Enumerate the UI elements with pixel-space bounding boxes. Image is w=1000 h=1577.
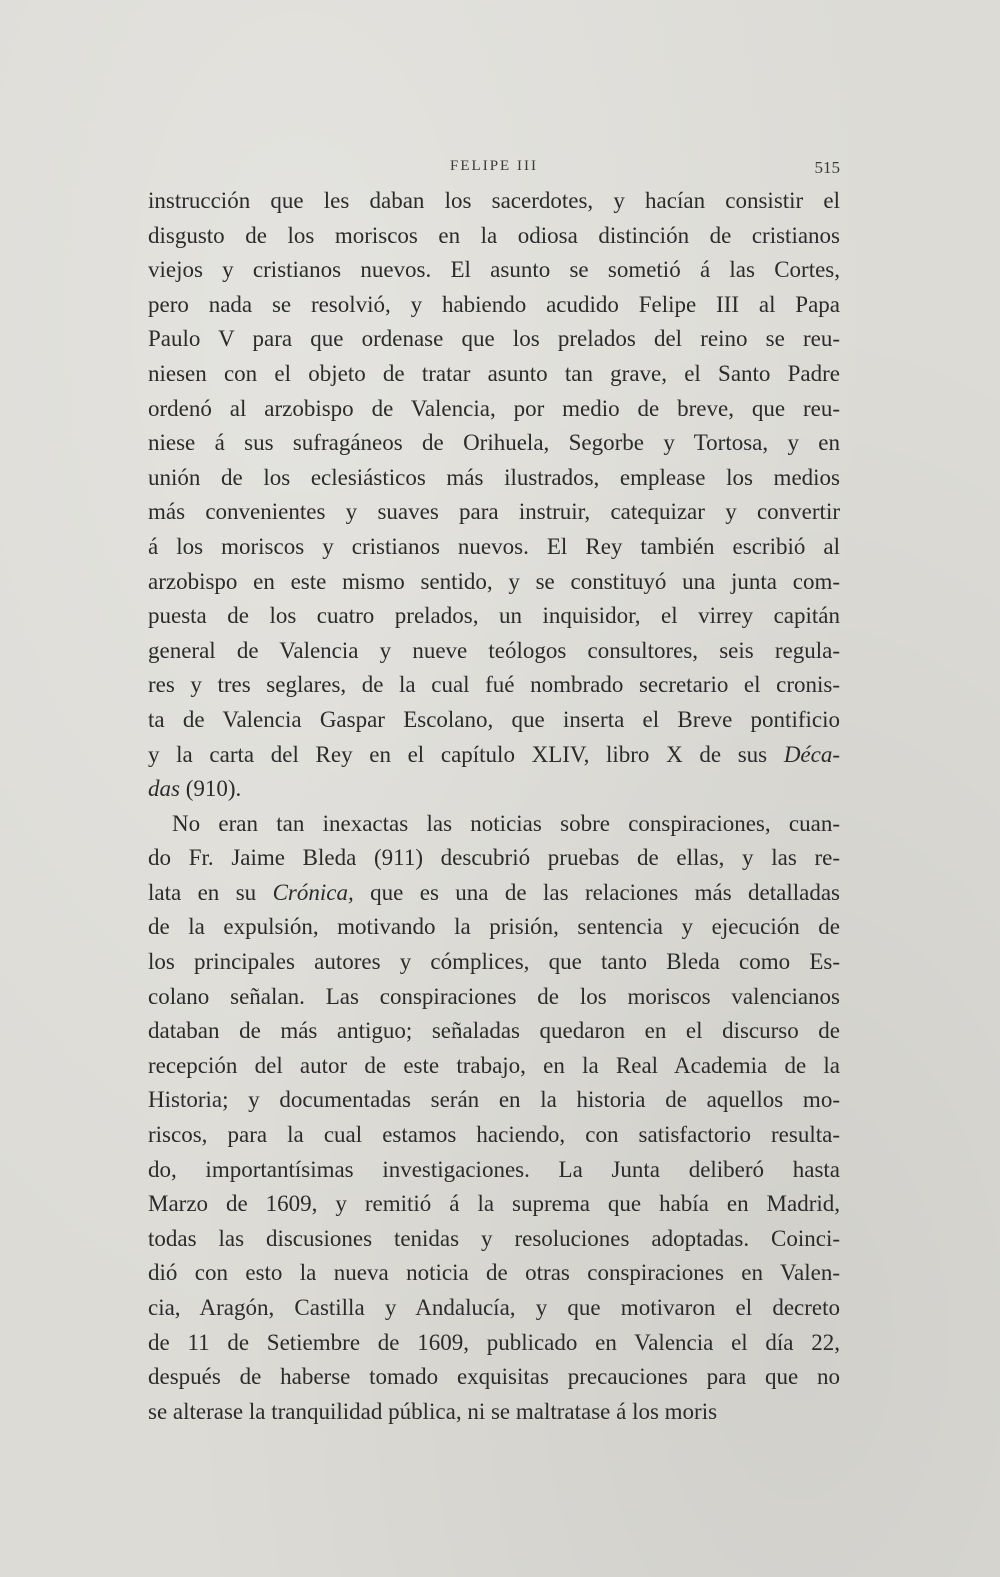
text-line: más convenientes y suaves para instruir, catequizar y convertir: [148, 499, 840, 525]
text-line: do, importantísimas investigaciones. La Junta deliberó hasta: [148, 1156, 840, 1182]
text-line: puesta de los cuatro prelados, un inquisidor, el virrey capitán: [148, 603, 840, 629]
book-title-italic: das: [148, 776, 180, 802]
text-line: niese á sus sufragáneos de Orihuela, Segorbe y Tortosa, y en: [148, 430, 840, 456]
text-line: Historia; y documentadas serán en la historia de aquellos mo-: [148, 1087, 840, 1113]
text-run: (910).: [179, 776, 242, 802]
text-line: No eran tan inexactas las noticias sobre conspiraciones, cuan-: [172, 810, 840, 836]
text-line: ordenó al arzobispo de Valencia, por medio de breve, que reu-: [148, 395, 840, 421]
text-line: colano señalan. Las conspiraciones de los moriscos valencianos: [148, 983, 840, 1009]
text-line: riscos, para la cual estamos haciendo, con satisfactorio resulta-: [148, 1122, 840, 1148]
text-line: cia, Aragón, Castilla y Andalucía, y que motivaron el decreto: [148, 1295, 840, 1320]
text-line: res y tres seglares, de la cual fué nombrado secretario el cronis-: [148, 672, 840, 698]
book-title-italic: Crónica,: [272, 879, 354, 905]
text-line: arzobispo en este mismo sentido, y se constituyó una junta com-: [148, 568, 840, 594]
page-number: 515: [814, 158, 840, 177]
text-line: pero nada se resolvió, y habiendo acudido Felipe III al Papa: [148, 291, 840, 317]
text-line: [148, 772, 840, 807]
text-line: se alterase la tranquilidad pública, ni se maltratase á los moris: [148, 1398, 718, 1424]
text-run: lata en su: [148, 879, 273, 905]
running-head: [148, 154, 840, 180]
text-line: los principales autores y cómplices, que tanto Bleda como Es-: [148, 949, 840, 975]
body-text: [148, 184, 840, 1429]
text-line: databan de más antiguo; señaladas quedaron en el discurso de: [148, 1018, 840, 1044]
text-line: Marzo de 1609, y remitió á la suprema que había en Madrid,: [148, 1191, 840, 1217]
text-line: [148, 738, 840, 773]
text-line: viejos y cristianos nuevos. El asunto se sometió á las Cortes,: [148, 257, 840, 283]
text-line: general de Valencia y nueve teólogos consultores, seis regula-: [148, 637, 840, 663]
text-line: [148, 876, 840, 911]
text-line: unión de los eclesiásticos más ilustrados, emplease los medios: [148, 464, 840, 490]
text-line: Paulo V para que ordenase que los prelados del reino se reu-: [148, 326, 840, 352]
text-line: de 11 de Setiembre de 1609, publicado en Valencia el día 22,: [148, 1329, 840, 1355]
text-line: ta de Valencia Gaspar Escolano, que inserta el Breve pontificio: [148, 706, 840, 732]
text-run: que es una de las relaciones más detalladas: [353, 879, 841, 905]
text-run: y la carta del Rey en el capítulo XLIV, libro X de sus: [148, 741, 784, 767]
text-line: después de haberse tomado exquisitas precauciones para que no: [148, 1364, 840, 1390]
text-line: do Fr. Jaime Bleda (911) descubrió pruebas de ellas, y las re-: [148, 845, 840, 871]
text-line: instrucción que les daban los sacerdotes, y hacían consistir el: [148, 188, 840, 213]
text-line: todas las discusiones tenidas y resoluciones adoptadas. Coinci-: [148, 1225, 840, 1251]
text-line: dió con esto la nueva noticia de otras conspiraciones en Valen-: [148, 1260, 840, 1286]
text-line: disgusto de los moriscos en la odiosa distinción de cristianos: [148, 222, 840, 248]
text-line: recepción del autor de este trabajo, en la Real Academia de la: [148, 1052, 840, 1078]
book-title-italic: Déca-: [783, 741, 840, 767]
running-title: FELIPE III: [450, 158, 538, 174]
text-line: niesen con el objeto de tratar asunto tan grave, el Santo Padre: [148, 360, 840, 386]
text-line: de la expulsión, motivando la prisión, sentencia y ejecución de: [148, 914, 840, 940]
text-line: á los moriscos y cristianos nuevos. El Rey también escribió al: [148, 533, 840, 559]
